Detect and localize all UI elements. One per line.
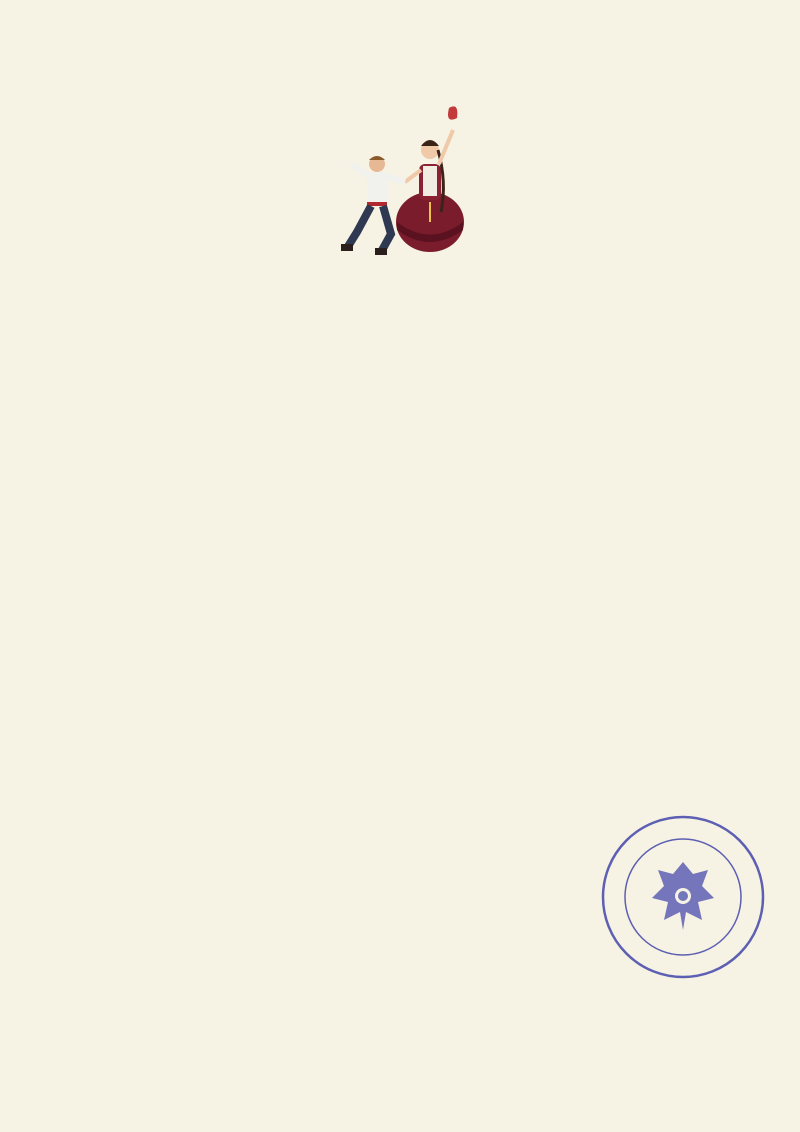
folk-dancers-illustration [335,72,475,262]
bottom-ornament-band [0,1040,800,1132]
official-stamp [598,812,768,982]
